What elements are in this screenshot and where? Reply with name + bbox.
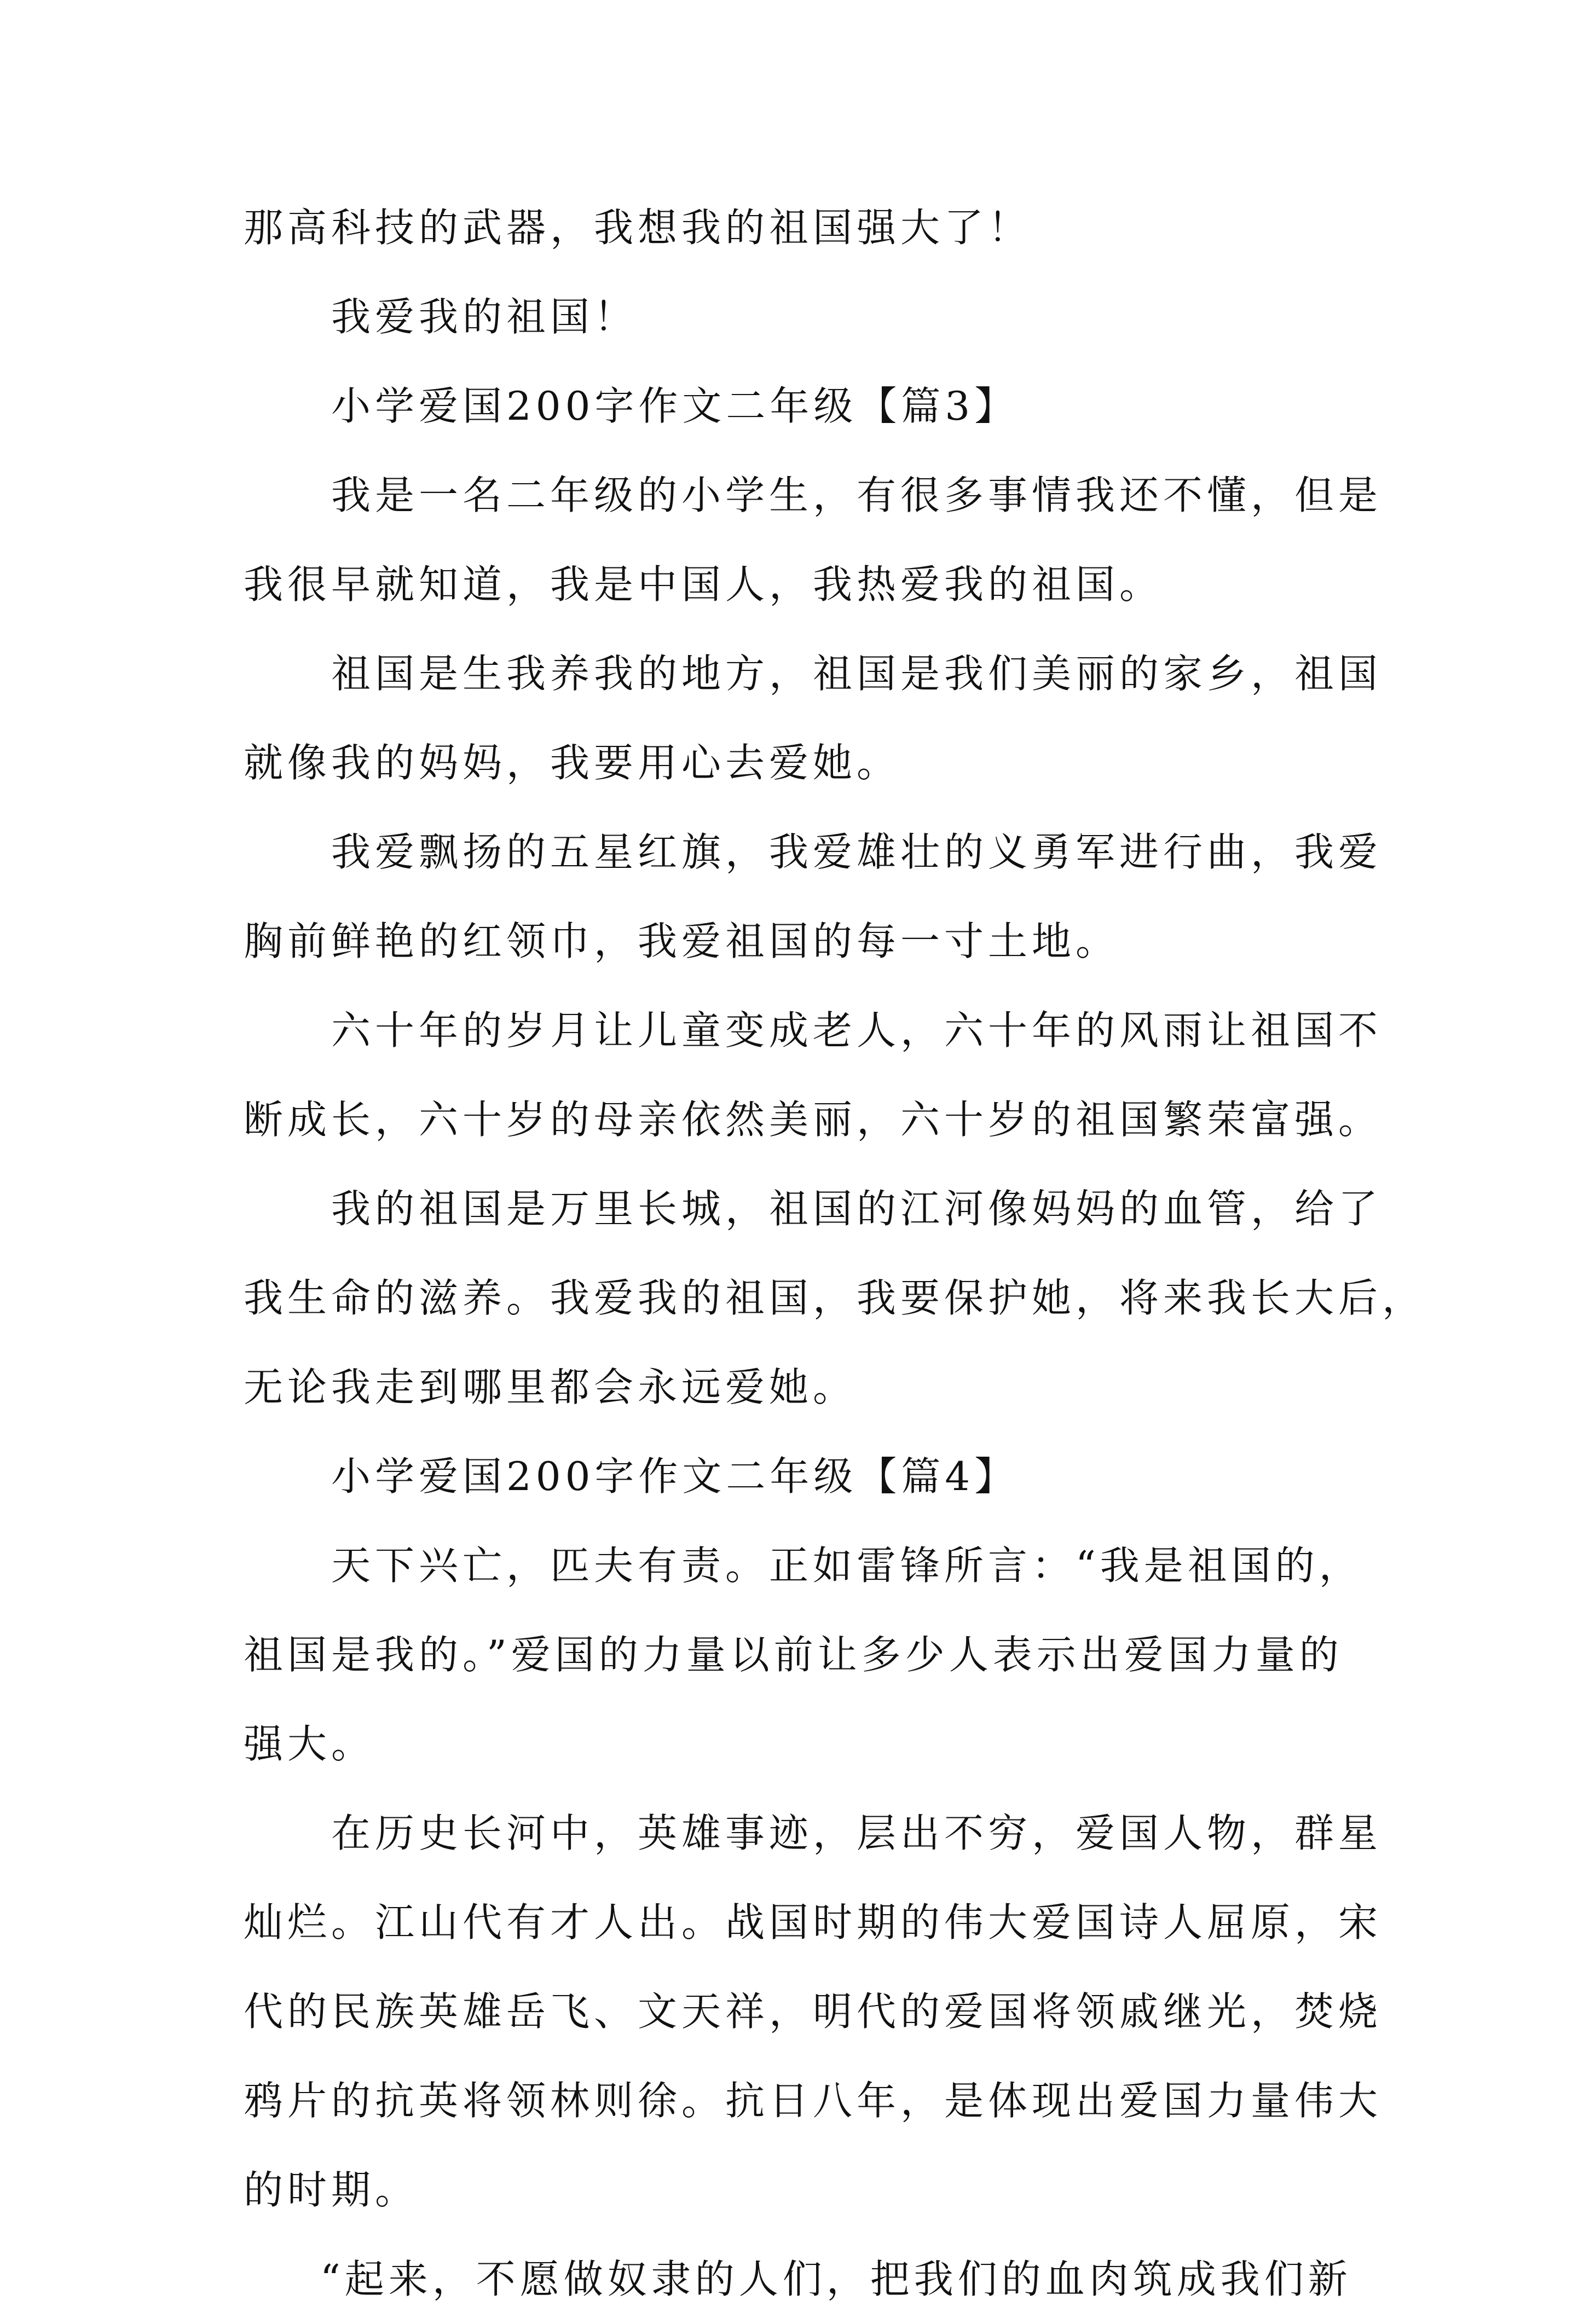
essay-line: 祖国是生我养我的地方，祖国是我们美丽的家乡，祖国 [331, 651, 1383, 697]
essay-line: 代的民族英雄岳飞、文天祥，明代的爱国将领戚继光，焚烧 [244, 1989, 1383, 2035]
essay-line: 天下兴亡，匹夫有责。正如雷锋所言：“我是祖国的， [331, 1543, 1363, 1589]
essay-line: 我爱我的祖国！ [331, 294, 638, 340]
essay-line: 断成长，六十岁的母亲依然美丽，六十岁的祖国繁荣富强。 [244, 1097, 1383, 1143]
essay-line: 我很早就知道，我是中国人，我热爱我的祖国。 [244, 561, 1164, 607]
essay-line: 强大。 [244, 1721, 375, 1767]
essay-line: “起来，不愿做奴隶的人们，把我们的血肉筑成我们新 [320, 2256, 1352, 2302]
essay-line: 就像我的妈妈，我要用心去爱她。 [244, 740, 901, 786]
essay-line: 我的祖国是万里长城，祖国的江河像妈妈的血管，给了 [331, 1186, 1383, 1232]
essay-line: 我生命的滋养。我爱我的祖国，我要保护她，将来我长大后， [244, 1275, 1426, 1321]
essay-line: 六十年的岁月让儿童变成老人，六十年的风雨让祖国不 [331, 1007, 1383, 1053]
essay-line: 我是一名二年级的小学生，有很多事情我还不懂，但是 [331, 472, 1383, 518]
essay-line: 那高科技的武器，我想我的祖国强大了！ [244, 205, 1032, 251]
essay-body [244, 183, 1426, 2324]
essay-line: 的时期。 [244, 2167, 419, 2213]
essay-line: 祖国是我的。”爱国的力量以前让多少人表示出爱国力量的 [244, 1632, 1343, 1678]
essay-line: 我爱飘扬的五星红旗，我爱雄壮的义勇军进行曲，我爱 [331, 829, 1383, 875]
essay-line: 无论我走到哪里都会永远爱她。 [244, 1364, 857, 1410]
essay-line: 胸前鲜艳的红领巾，我爱祖国的每一寸土地。 [244, 918, 1120, 964]
essay-line: 鸦片的抗英将领林则徐。抗日八年，是体现出爱国力量伟大 [244, 2078, 1383, 2124]
section-heading: 小学爱国200字作文二年级【篇4】 [331, 1453, 1019, 1499]
section-heading: 小学爱国200字作文二年级【篇3】 [331, 383, 1019, 429]
essay-line: 在历史长河中，英雄事迹，层出不穷，爱国人物，群星 [331, 1810, 1383, 1856]
essay-line: 灿烂。江山代有才人出。战国时期的伟大爱国诗人屈原，宋 [244, 1899, 1383, 1945]
